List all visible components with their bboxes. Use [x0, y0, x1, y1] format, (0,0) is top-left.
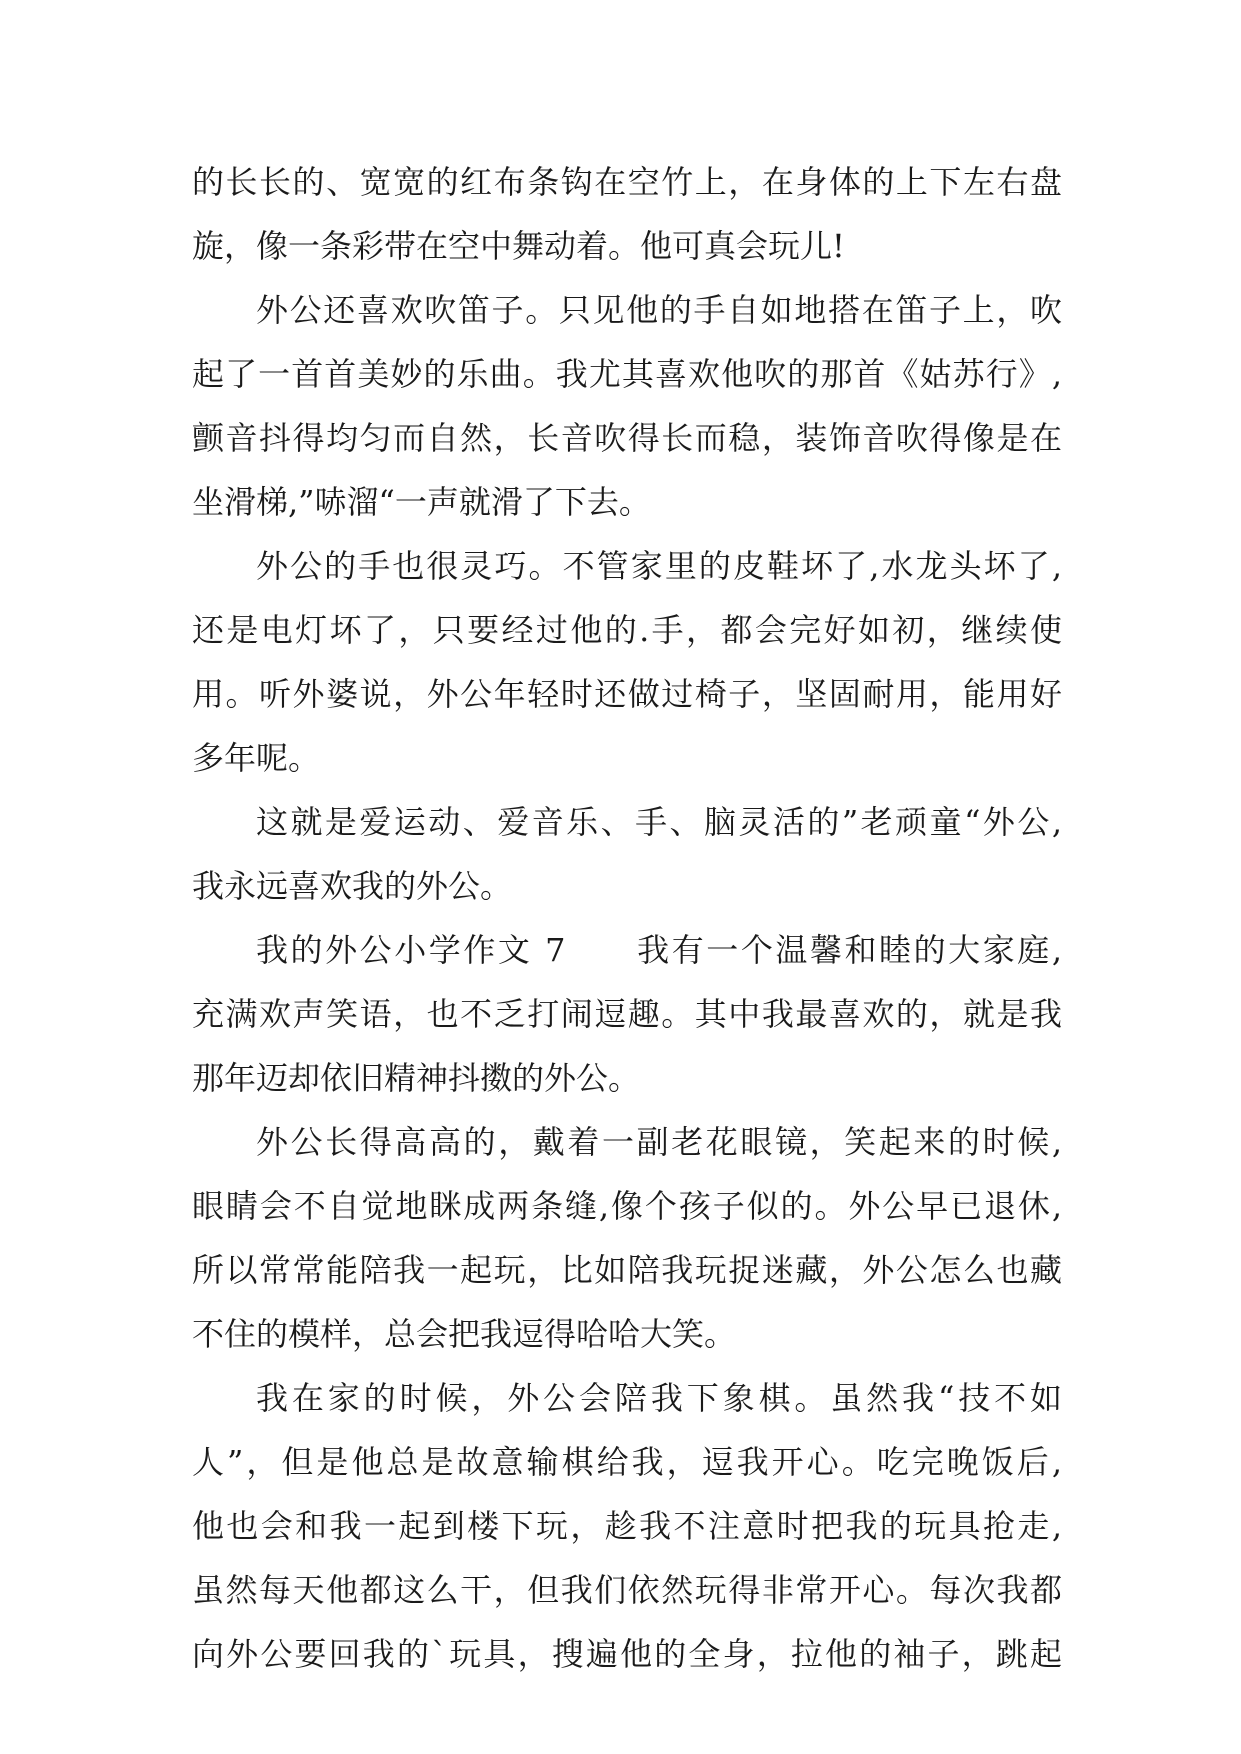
- text-line: 外公的手也很灵巧。不管家里的皮鞋坏了,水龙头坏了,: [256, 547, 1062, 585]
- text-line: 旋，像一条彩带在空中舞动着。他可真会玩儿!: [192, 227, 845, 265]
- text-line: 我永远喜欢我的外公。: [192, 867, 513, 905]
- text-line: 外公长得高高的，戴着一副老花眼镜，笑起来的时候,: [256, 1123, 1062, 1161]
- text-line: 我的外公小学作文 7 我有一个温馨和睦的大家庭,: [256, 931, 1062, 969]
- text-line: 人”，但是他总是故意输棋给我，逗我开心。吃完晚饭后,: [192, 1443, 1062, 1481]
- text-line: 所以常常能陪我一起玩，比如陪我玩捉迷藏，外公怎么也藏: [192, 1251, 1062, 1289]
- text-line: 他也会和我一起到楼下玩，趁我不注意时把我的玩具抢走,: [192, 1507, 1062, 1545]
- text-line: 向外公要回我的`玩具，搜遍他的全身，拉他的袖子，跳起: [192, 1635, 1062, 1673]
- text-line: 外公还喜欢吹笛子。只见他的手自如地搭在笛子上，吹: [256, 291, 1062, 329]
- text-line: 虽然每天他都这么干，但我们依然玩得非常开心。每次我都: [192, 1571, 1062, 1609]
- text-line: 这就是爱运动、爱音乐、手、脑灵活的”老顽童“外公,: [256, 803, 1062, 841]
- text-line: 眼睛会不自觉地眯成两条缝,像个孩子似的。外公早已退休,: [192, 1187, 1062, 1225]
- text-line: 还是电灯坏了，只要经过他的.手，都会完好如初，继续使: [192, 611, 1062, 649]
- text-line: 颤音抖得均匀而自然，长音吹得长而稳，装饰音吹得像是在: [192, 419, 1062, 457]
- text-line: 不住的模样，总会把我逗得哈哈大笑。: [192, 1315, 737, 1353]
- text-line: 用。听外婆说，外公年轻时还做过椅子，坚固耐用，能用好: [192, 675, 1062, 713]
- text-line: 我在家的时候，外公会陪我下象棋。虽然我“技不如: [256, 1379, 1062, 1417]
- essay-text: [192, 150, 1062, 1686]
- text-line: 坐滑梯,”哧溜“一声就滑了下去。: [192, 483, 651, 521]
- text-line: 的长长的、宽宽的红布条钩在空竹上，在身体的上下左右盘: [192, 163, 1062, 201]
- text-line: 起了一首首美妙的乐曲。我尤其喜欢他吹的那首《姑苏行》,: [192, 355, 1062, 393]
- text-line: 多年呢。: [192, 739, 321, 777]
- text-line: 那年迈却依旧精神抖擞的外公。: [192, 1059, 641, 1097]
- text-line: 充满欢声笑语，也不乏打闹逗趣。其中我最喜欢的，就是我: [192, 995, 1062, 1033]
